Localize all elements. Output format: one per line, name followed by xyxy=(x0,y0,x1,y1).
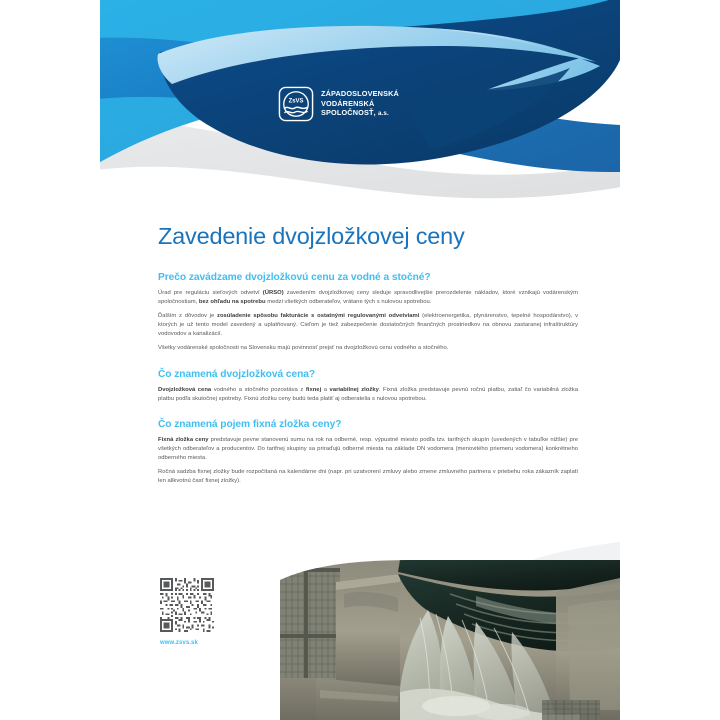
zsvs-logo-icon xyxy=(278,86,314,122)
section-heading-why: Prečo zavádzame dvojzložkovú cenu za vodné a stočné? xyxy=(158,272,431,283)
page-title: Zavedenie dvojzložkovej ceny xyxy=(158,223,465,249)
company-legal-suffix: a.s. xyxy=(377,110,389,118)
document-content xyxy=(158,222,578,501)
paragraph: Ďalším z dôvodov je zosúladenie spôsobu fakturácie s ostatnými regulovanými odvetviami (elektroenergetika, plynárenstvo, tepelné hospodárstvo), v ktorých je už tento model zavedený a uplatňovaný. Cieľom je tiež zabezpečenie dostatočných finančných prostriedkov na obnovu zastaranej infraštruktúry vodovodov a kanalizácií. xyxy=(158,313,579,338)
water-weir-photo xyxy=(280,560,620,720)
section-why xyxy=(158,272,578,354)
paragraph: Ročná sadzba fixnej zložky bude rozpočítaná na kalendárne dni (napr. pri uzatvorení zmluvy alebo zmene zmluvného partnera v priebehu roka zákazník zaplatí len alikvotnú časť fixnej zložky). xyxy=(158,469,578,485)
svg-text:ZsVS: ZsVS xyxy=(288,98,304,105)
section-heading-what-is: Čo znamená dvojzložková cena? xyxy=(158,368,316,380)
floor-grate-shape xyxy=(542,700,600,720)
paragraph: Všetky vodárenské spoločnosti na Slovensku majú povinnosť prejsť na dvojzložkovú cenu vodného a stočného. xyxy=(158,345,449,352)
company-name xyxy=(321,89,399,119)
mesh-wall-shape xyxy=(280,568,340,678)
paragraph: Dvojzložková cena vodného a stočného pozostáva z fixnej a variabilnej zložky. Fixná zložka predstavuje pevnú ročnú platbu, zatiaľ čo variabilná zložka platbu podľa skutočnej spotreby. Fixnú zložku ceny budú teda platiť aj odberatelia s nulovou spotrebou. xyxy=(158,386,578,402)
company-logo xyxy=(278,86,399,122)
section-fixed-component xyxy=(158,419,578,486)
paragraph: Fixná zložka ceny predstavuje pevne stanovenú sumu na rok na odberné, resp. výpustné miesto podľa tzv. tarifných skupín (uvedených v tabuľke nižšie) pre všetkých odberateľov a producentov. Do tarifnej skupiny sa priraďujú odberné miesta na základe DN vodomera (menovitého priemeru vodomera) konkrétneho odberného miesta. xyxy=(158,436,578,461)
qr-code-icon[interactable] xyxy=(160,578,214,632)
section-heading-fixed-component: Čo znamená pojem fixná zložka ceny? xyxy=(158,418,342,430)
section-what-is xyxy=(158,369,578,404)
qr-footer-block xyxy=(160,578,216,646)
poster-page xyxy=(100,0,620,720)
company-name-line3: SPOLOČNOSŤ, a.s. xyxy=(321,108,389,118)
channel-wall-shape xyxy=(336,574,400,688)
company-name-line1: ZÁPADOSLOVENSKÁ xyxy=(321,89,399,99)
company-name-line2: VODÁRENSKÁ xyxy=(321,98,375,108)
website-link[interactable]: www.zsvs.sk xyxy=(160,640,198,646)
paragraph: Úrad pre reguláciu sieťových odvetví (ÚRSO) zavedením dvojzložkovej ceny sleduje spravodlivejšie prerozdelenie nákladov, ktoré vznikajú vodárenským spoločnostiam, bez ohľadu na spotrebu medzi všetkých odberateľov, vrátane tých s nulovou spotrebou. xyxy=(158,290,578,306)
